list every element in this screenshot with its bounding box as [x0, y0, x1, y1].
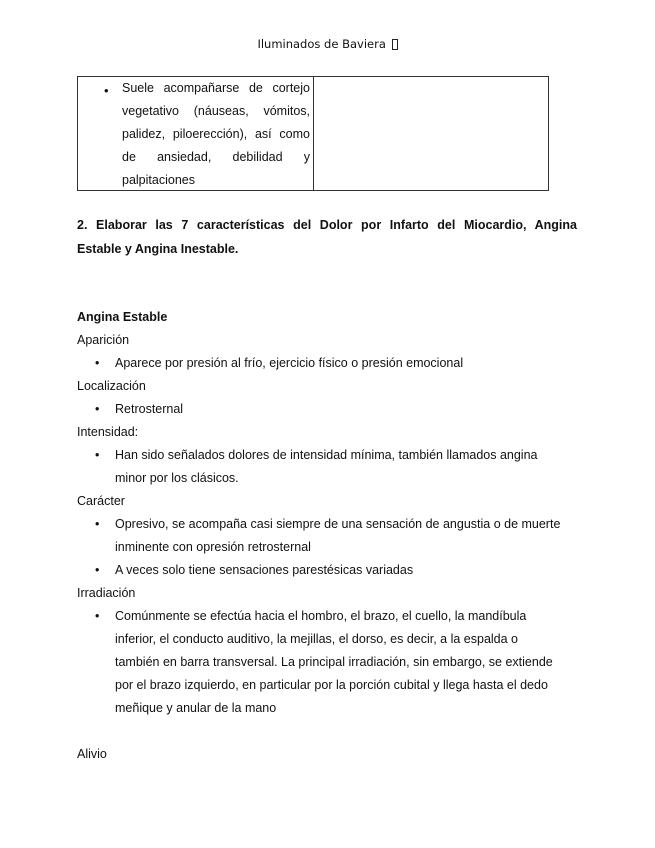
section-title: Angina Estable: [77, 310, 168, 324]
bullet-icon: •: [95, 563, 100, 577]
item-line: minor por los clásicos.: [115, 471, 239, 485]
item-line: inferior, el conducto auditivo, la mejillas, el dorso, es decir, a la espalda o: [115, 632, 519, 646]
label-irradiacion: Irradiación: [77, 586, 136, 600]
question-heading: [77, 213, 577, 261]
list-item: [77, 352, 577, 375]
item-line: Han sido señalados dolores de intensidad mínima, también llamados angina: [115, 448, 538, 462]
table-line: palpitaciones: [122, 173, 195, 187]
bullet-icon: •: [95, 402, 100, 416]
question-line: 2. Elaborar las 7 características del Dolor por Infarto del Miocardio, Angina: [77, 218, 577, 232]
label-aparicion: Aparición: [77, 333, 130, 347]
symptom-table: [77, 76, 549, 191]
label-alivio: Alivio: [77, 747, 107, 761]
label-intensidad: Intensidad:: [77, 425, 139, 439]
table-cell-text: [122, 77, 310, 192]
label-caracter: Carácter: [77, 494, 125, 508]
table-cell-left: [78, 77, 314, 190]
table-line: palidez, piloerección), así como: [122, 127, 310, 141]
list-item: [77, 398, 577, 421]
list-item: [77, 605, 577, 720]
table-cell-right: [314, 77, 548, 190]
bullet-icon: •: [95, 356, 100, 370]
angina-estable-section: [77, 306, 577, 766]
item-line: A veces solo tiene sensaciones parestésicas variadas: [115, 563, 414, 577]
list-item: [77, 444, 577, 490]
bullet-icon: •: [95, 517, 100, 531]
bullet-icon: •: [104, 83, 109, 98]
label-localizacion: Localización: [77, 379, 146, 393]
item-line: inminente con opresión retrosternal: [115, 540, 311, 554]
bullet-icon: •: [95, 609, 100, 623]
page-header: [0, 37, 655, 51]
table-line: vegetativo (náuseas, vómitos,: [122, 104, 310, 118]
item-line: por el brazo izquierdo, en particular por la porción cubital y llega hasta el dedo: [115, 678, 548, 692]
bullet-icon: •: [95, 448, 100, 462]
item-line: Opresivo, se acompaña casi siempre de una sensación de angustia o de muerte: [115, 517, 561, 531]
item-line: también en barra transversal. La principal irradiación, sin embargo, se extiende: [115, 655, 553, 669]
list-item: [77, 559, 577, 582]
item-line: meñique y anular de la mano: [115, 701, 277, 715]
item-line: Comúnmente se efectúa hacia el hombro, el brazo, el cuello, la mandíbula: [115, 609, 527, 623]
item-line: Aparece por presión al frío, ejercicio físico o presión emocional: [115, 356, 464, 370]
table-line: de ansiedad, debilidad y: [122, 150, 310, 164]
missing-glyph-icon: [392, 39, 398, 50]
list-item: [77, 513, 577, 559]
table-line: Suele acompañarse de cortejo: [122, 81, 310, 95]
question-line: Estable y Angina Inestable.: [77, 242, 239, 256]
spacer: [77, 720, 577, 743]
item-line: Retrosternal: [115, 402, 184, 416]
header-title: Iluminados de Baviera: [257, 37, 386, 51]
